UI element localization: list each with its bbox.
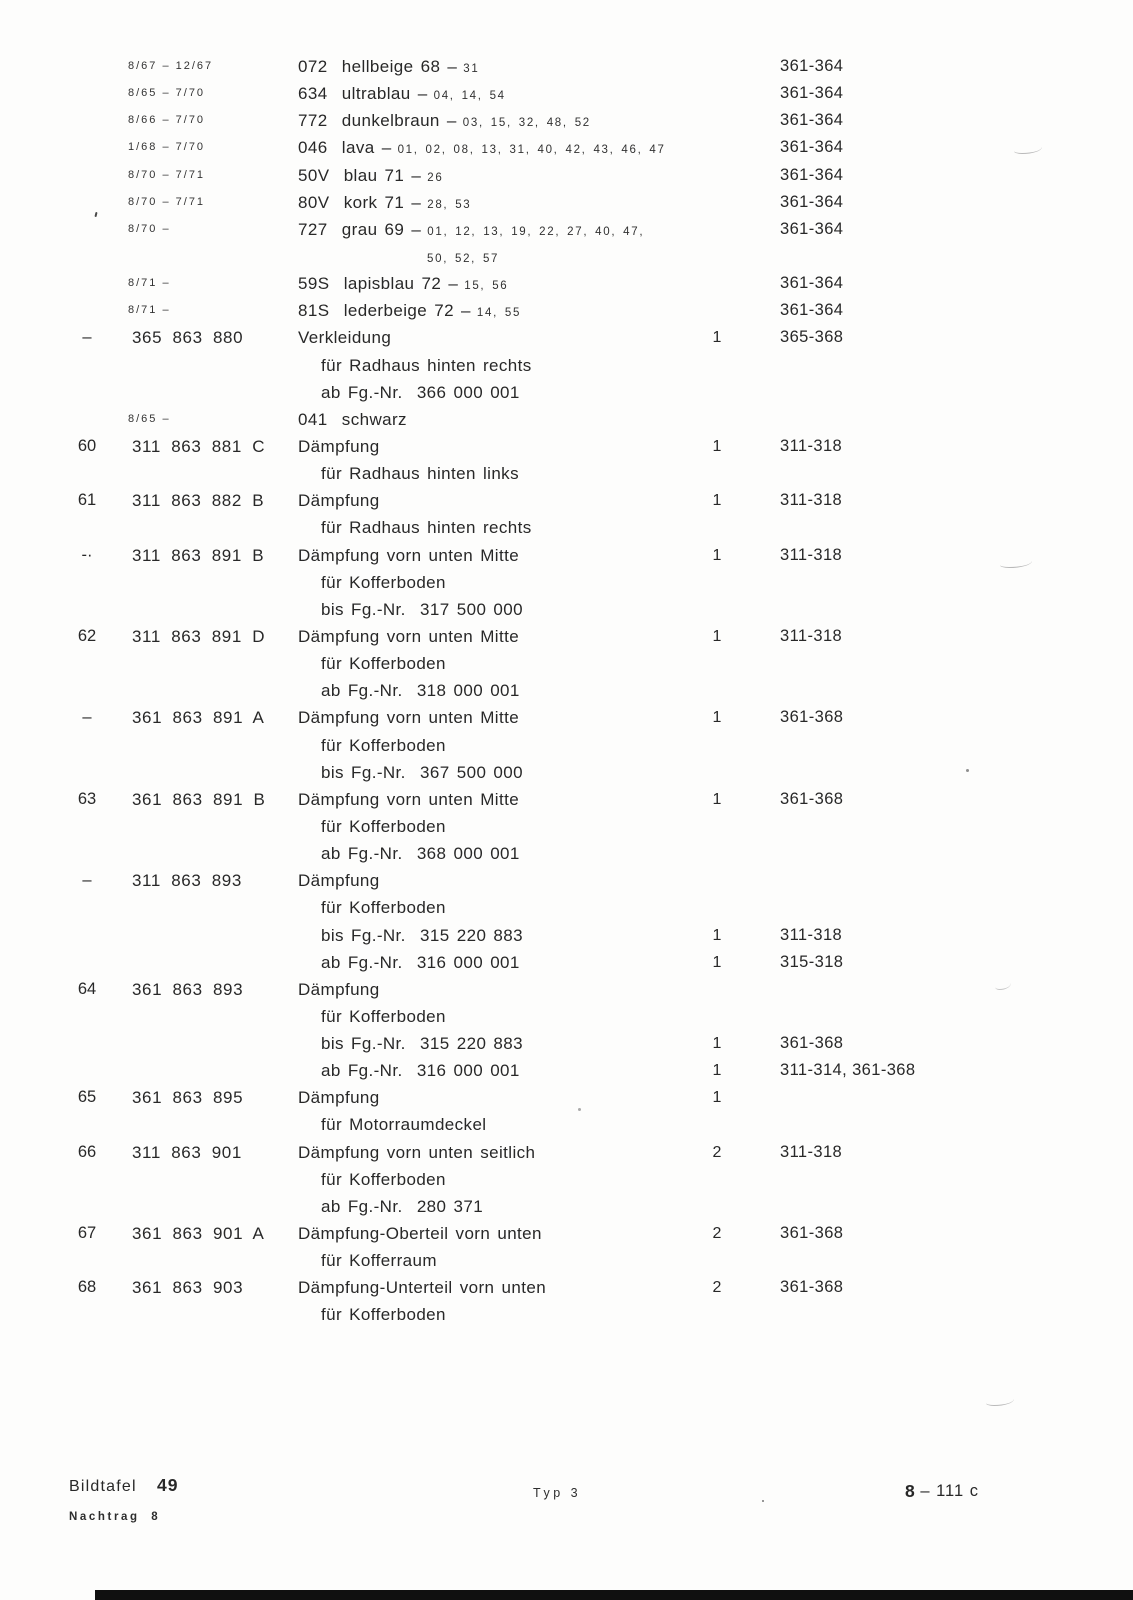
model-range-cell: 311-318 <box>780 545 843 564</box>
description-text: ab Fg.-Nr. 318 000 001 <box>321 681 520 701</box>
description-cell <box>321 840 520 867</box>
description-text: Dämpfung vorn unten Mitte <box>298 708 520 728</box>
description-text: für Kofferboden <box>321 572 446 592</box>
description-cell <box>321 569 446 596</box>
position-cell: 65 <box>77 1088 97 1107</box>
description-text: 727 grau 69 – <box>298 219 422 239</box>
table-row <box>0 922 1133 949</box>
model-range-cell: 361-368 <box>780 708 844 727</box>
date-range-cell: 8/65 – <box>128 412 171 425</box>
table-row <box>0 704 1133 731</box>
model-range-cell: 315-318 <box>780 952 844 971</box>
model-range-cell: 311-318 <box>780 491 843 510</box>
description-codes: 15, 56 <box>464 280 509 293</box>
model-range-cell: 365-368 <box>780 328 844 347</box>
description-cell <box>298 189 471 219</box>
description-cell <box>298 976 380 1003</box>
table-row <box>0 542 1133 569</box>
model-range-cell: 361-364 <box>780 111 844 130</box>
model-range-cell: 361-364 <box>780 192 844 211</box>
description-text: Verkleidung <box>298 328 392 348</box>
table-row <box>0 1111 1133 1138</box>
part-number-cell: 311 863 882 B <box>132 491 265 511</box>
quantity-cell: 2 <box>712 1143 722 1161</box>
table-row <box>0 1166 1133 1193</box>
table-row <box>0 596 1133 623</box>
position-cell: 66 <box>77 1142 97 1161</box>
table-row <box>0 894 1133 921</box>
table-row <box>0 1247 1133 1274</box>
table-row <box>0 433 1133 460</box>
description-cell <box>298 324 391 351</box>
description-cell <box>321 352 532 379</box>
model-range-cell: 361-368 <box>780 789 844 808</box>
parts-table <box>0 53 1133 1329</box>
model-range-cell: 311-318 <box>780 436 843 455</box>
description-cell <box>298 704 519 731</box>
description-cell <box>298 270 508 300</box>
description-cell <box>321 732 446 759</box>
part-number-cell: 361 863 891 B <box>132 789 266 809</box>
part-number-cell: 365 863 880 <box>132 328 244 348</box>
description-cell <box>321 894 446 921</box>
description-codes: 03, 15, 32, 48, 52 <box>462 117 591 130</box>
type-label: Typ 3 <box>533 1486 582 1500</box>
quantity-cell: 1 <box>712 1035 722 1053</box>
date-range-cell: 8/67 – 12/67 <box>128 60 214 72</box>
position-cell: 63 <box>77 789 97 808</box>
table-row <box>0 460 1133 487</box>
description-cell <box>298 1220 542 1247</box>
table-row <box>0 53 1133 80</box>
description-cell <box>321 596 523 623</box>
plate-number: 49 <box>157 1475 179 1495</box>
description-cell <box>321 922 523 949</box>
quantity-cell: 1 <box>712 953 722 971</box>
description-text: für Kofferboden <box>321 1169 446 1189</box>
description-text: Dämpfung vorn unten seitlich <box>298 1142 536 1162</box>
description-cell <box>298 867 380 894</box>
quantity-cell: 1 <box>712 790 722 808</box>
model-range-cell: 361-364 <box>780 84 844 103</box>
description-text: 772 dunkelbraun – <box>298 111 457 131</box>
description-cell <box>321 677 520 704</box>
part-number-cell: 311 863 891 D <box>132 626 266 646</box>
description-text: für Kofferboden <box>321 1006 446 1026</box>
part-number-cell: 311 863 901 <box>132 1142 242 1162</box>
part-number-cell: 361 863 895 <box>132 1088 244 1108</box>
page-ref-section: 8 <box>905 1481 915 1501</box>
description-cell <box>321 460 519 487</box>
position-cell: 60 <box>77 436 97 455</box>
description-text: bis Fg.-Nr. 317 500 000 <box>321 599 523 619</box>
description-text: 50V blau 71 – <box>298 165 422 185</box>
description-text: Dämpfung <box>298 979 380 999</box>
date-range-cell: 8/66 – 7/70 <box>128 114 206 127</box>
table-row <box>0 1030 1133 1057</box>
description-text: Dämpfung <box>298 1088 380 1108</box>
description-text: Dämpfung-Unterteil vorn unten <box>298 1278 547 1298</box>
description-cell <box>298 406 407 433</box>
model-range-cell: 361-368 <box>780 1278 844 1297</box>
model-range-cell: 361-364 <box>780 138 844 157</box>
description-text: ab Fg.-Nr. 368 000 001 <box>321 844 520 864</box>
table-row <box>0 297 1133 324</box>
description-text: für Radhaus hinten links <box>321 464 519 484</box>
table-row <box>0 243 1133 270</box>
page-ref-rest: – 111 c <box>914 1482 979 1500</box>
table-row <box>0 134 1133 161</box>
model-range-cell: 311-314, 361-368 <box>780 1061 916 1080</box>
part-number-cell: 361 863 893 <box>132 979 244 999</box>
quantity-cell: 1 <box>712 1089 722 1107</box>
table-row <box>0 759 1133 786</box>
plate-label: Bildtafel <box>69 1478 137 1495</box>
date-range-cell: 8/65 – 7/70 <box>128 87 206 100</box>
page-ref <box>905 1481 979 1501</box>
model-range-cell: 361-368 <box>780 1224 844 1243</box>
part-number-cell: 361 863 903 <box>132 1278 244 1298</box>
part-number-cell: 311 863 891 B <box>132 545 265 565</box>
description-cell <box>298 134 666 164</box>
description-text: ab Fg.-Nr. 316 000 001 <box>321 1061 520 1081</box>
description-cell <box>321 650 446 677</box>
description-codes: 14, 55 <box>476 307 522 320</box>
quantity-cell: 2 <box>712 1279 722 1297</box>
description-cell <box>321 1301 446 1328</box>
model-range-cell: 361-364 <box>780 301 844 320</box>
table-row <box>0 813 1133 840</box>
description-cell <box>321 1166 446 1193</box>
part-number-cell: 311 863 881 C <box>132 436 266 456</box>
table-row <box>0 1301 1133 1328</box>
position-cell: – <box>82 328 92 347</box>
model-range-cell: 361-364 <box>780 219 844 238</box>
position-cell: – <box>82 871 92 890</box>
description-text: Dämpfung-Oberteil vorn unten <box>298 1224 542 1244</box>
position-cell: 61 <box>77 491 97 510</box>
position-cell: – <box>82 708 92 727</box>
description-text: für Kofferboden <box>321 816 446 836</box>
description-cell <box>321 1030 523 1057</box>
quantity-cell: 1 <box>712 627 722 645</box>
part-number-cell: 361 863 901 A <box>132 1224 265 1244</box>
description-codes: 28, 53 <box>427 198 472 211</box>
table-row <box>0 1084 1133 1111</box>
description-codes: 26 <box>427 171 444 184</box>
table-row <box>0 569 1133 596</box>
description-text: für Kofferboden <box>321 735 446 755</box>
quantity-cell: 1 <box>712 437 722 455</box>
table-row <box>0 1274 1133 1301</box>
description-cell <box>321 379 520 406</box>
table-row <box>0 324 1133 351</box>
description-text: ab Fg.-Nr. 316 000 001 <box>321 952 520 972</box>
model-range-cell: 361-368 <box>780 1034 844 1053</box>
table-row <box>0 216 1133 243</box>
date-range-cell: 8/70 – 7/71 <box>128 195 206 208</box>
description-cell <box>321 813 446 840</box>
description-cell <box>298 80 506 110</box>
part-number-cell: 361 863 891 A <box>132 708 265 728</box>
table-row <box>0 840 1133 867</box>
table-row <box>0 1057 1133 1084</box>
quantity-cell: 1 <box>712 926 722 944</box>
quantity-cell: 1 <box>712 546 722 564</box>
table-row <box>0 867 1133 894</box>
model-range-cell: 311-318 <box>780 1142 843 1161</box>
description-text: für Radhaus hinten rechts <box>321 518 532 538</box>
table-row <box>0 379 1133 406</box>
table-row <box>0 406 1133 433</box>
description-text: 634 ultrablau – <box>298 84 428 104</box>
table-row <box>0 162 1133 189</box>
description-text: für Kofferboden <box>321 1305 446 1325</box>
table-row <box>0 1220 1133 1247</box>
description-cell <box>321 1193 483 1220</box>
table-row <box>0 189 1133 216</box>
model-range-cell: 311-318 <box>780 626 843 645</box>
description-codes: 01, 02, 08, 13, 31, 40, 42, 43, 46, 47 <box>397 144 666 157</box>
quantity-cell: 1 <box>712 1062 722 1080</box>
description-text: Dämpfung <box>298 491 380 511</box>
description-cell <box>298 487 380 514</box>
date-range-cell: 8/70 – 7/71 <box>128 168 206 181</box>
description-cell <box>321 1247 437 1274</box>
description-cell <box>298 1139 535 1166</box>
table-row <box>0 1193 1133 1220</box>
quantity-cell: 1 <box>712 329 722 347</box>
description-text: Dämpfung vorn unten Mitte <box>298 545 520 565</box>
description-codes: 31 <box>463 63 480 75</box>
scan-artifact <box>986 1396 1014 1406</box>
description-cell <box>298 433 380 460</box>
description-text: 80V kork 71 – <box>298 192 422 212</box>
supplement-label: Nachtrag 8 <box>69 1511 161 1523</box>
description-text: Dämpfung vorn unten Mitte <box>298 789 520 809</box>
description-cell <box>298 162 443 192</box>
description-codes: 01, 12, 13, 19, 22, 27, 40, 47, <box>427 225 645 238</box>
description-cell <box>321 1111 487 1138</box>
description-cell <box>298 53 479 83</box>
description-text: ab Fg.-Nr. 280 371 <box>321 1196 484 1216</box>
description-text: Dämpfung <box>298 436 380 456</box>
description-text: ab Fg.-Nr. 366 000 001 <box>321 382 520 402</box>
description-cell <box>298 623 519 650</box>
position-cell: 64 <box>77 979 97 998</box>
table-row <box>0 732 1133 759</box>
description-cell <box>298 107 591 137</box>
model-range-cell: 361-364 <box>780 274 844 293</box>
description-text: 59S lapisblau 72 – <box>298 274 459 294</box>
description-cell <box>298 216 644 246</box>
table-row <box>0 1003 1133 1030</box>
date-range-cell: 8/71 – <box>128 277 171 290</box>
quantity-cell: 1 <box>712 492 722 510</box>
table-row <box>0 677 1133 704</box>
description-text: für Kofferraum <box>321 1251 437 1271</box>
description-text: Dämpfung <box>298 871 380 891</box>
description-text: 81S lederbeige 72 – <box>298 301 471 321</box>
description-cell <box>420 243 499 273</box>
quantity-cell: 2 <box>712 1225 722 1243</box>
scan-artifact <box>762 1500 764 1502</box>
description-cell <box>298 1084 380 1111</box>
description-text: 072 hellbeige 68 – <box>298 57 458 76</box>
model-range-cell: 361-364 <box>780 165 844 184</box>
table-row <box>0 976 1133 1003</box>
table-row <box>0 786 1133 813</box>
description-text: 046 lava – <box>298 138 392 158</box>
model-range-cell: 311-318 <box>780 925 843 944</box>
description-text: für Motorraumdeckel <box>321 1115 487 1135</box>
table-row <box>0 623 1133 650</box>
description-text: bis Fg.-Nr. 315 220 883 <box>321 1034 523 1054</box>
description-text: 041 schwarz <box>298 409 407 429</box>
table-row <box>0 514 1133 541</box>
description-text: Dämpfung vorn unten Mitte <box>298 626 520 646</box>
description-text: für Kofferboden <box>321 654 446 674</box>
scan-edge-bar <box>95 1590 1133 1600</box>
table-row <box>0 80 1133 107</box>
table-row <box>0 270 1133 297</box>
table-row <box>0 352 1133 379</box>
position-cell: -· <box>81 545 93 564</box>
table-row <box>0 487 1133 514</box>
description-cell <box>298 786 519 813</box>
date-range-cell: 8/71 – <box>128 304 171 317</box>
description-cell <box>321 759 523 786</box>
description-text: bis Fg.-Nr. 367 500 000 <box>321 762 523 782</box>
description-text: bis Fg.-Nr. 315 220 883 <box>321 925 523 945</box>
description-cell <box>321 1057 520 1084</box>
description-codes: 50, 52, 57 <box>427 252 500 265</box>
date-range-cell: 1/68 – 7/70 <box>128 141 206 154</box>
description-codes: 04, 14, 54 <box>433 90 506 103</box>
date-range-cell: 8/70 – <box>128 222 171 235</box>
position-cell: 62 <box>77 626 97 645</box>
description-cell <box>298 297 521 327</box>
position-cell: 67 <box>77 1224 97 1243</box>
description-cell <box>321 1003 446 1030</box>
description-text: für Radhaus hinten rechts <box>321 355 532 375</box>
description-cell <box>321 949 520 976</box>
table-row <box>0 1139 1133 1166</box>
model-range-cell: 361-364 <box>780 57 844 75</box>
part-number-cell: 311 863 893 <box>132 871 242 891</box>
description-cell <box>298 1274 546 1301</box>
description-text: für Kofferboden <box>321 898 446 918</box>
table-row <box>0 107 1133 134</box>
quantity-cell: 1 <box>712 709 722 727</box>
table-row <box>0 949 1133 976</box>
description-cell <box>321 514 532 541</box>
table-row <box>0 650 1133 677</box>
position-cell: 68 <box>77 1278 97 1297</box>
description-cell <box>298 542 519 569</box>
